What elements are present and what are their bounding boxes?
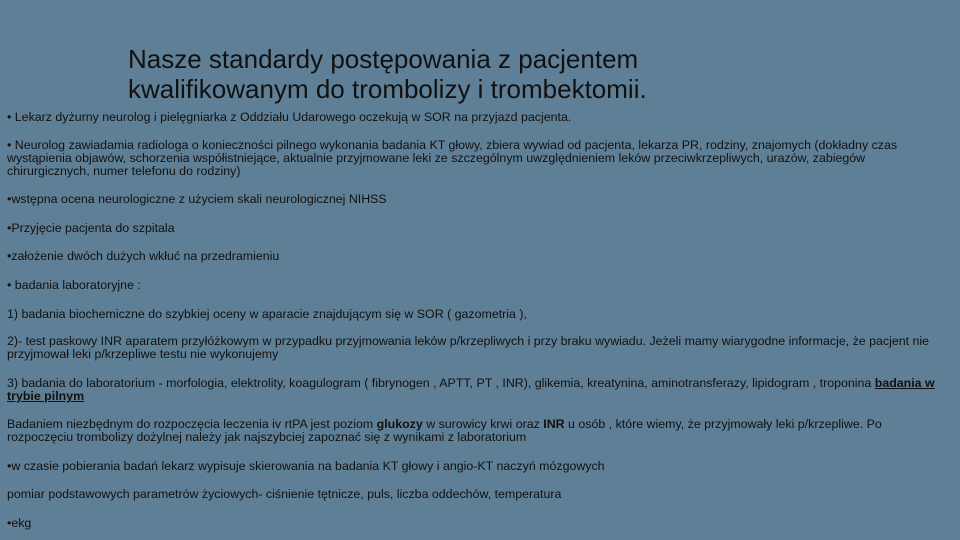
- paragraph-9: [7, 377, 947, 403]
- title-line-1: Nasze standardy postępowania z pacjentem: [128, 44, 639, 74]
- paragraph-3: •wstępna ocena neurologiczne z użyciem skali neurologicznej NIHSS: [7, 192, 387, 206]
- title-line-2: kwalifikowanym do trombolizy i trombektomii.: [128, 74, 647, 104]
- slide-title: [128, 44, 828, 104]
- paragraph-9-text: 3) badania do laboratorium - morfologia, elektrolity, koagulogram ( fibrynogen , APTT, PT , INR), glikemia, kreatynina, aminotransferazy, lipidogram , troponina: [7, 376, 875, 390]
- paragraph-10: [7, 418, 947, 444]
- paragraph-1: • Lekarz dyżurny neurolog i pielęgniarka z Oddziału Udarowego oczekują w SOR na przyjazd pacjenta.: [7, 110, 572, 124]
- paragraph-13: •ekg: [7, 516, 32, 530]
- paragraph-7: 1) badania biochemiczne do szybkiej oceny w aparacie znajdującym się w SOR ( gazometria ),: [7, 307, 527, 321]
- paragraph-9-emphasis: badania w trybie pilnym: [7, 376, 935, 403]
- paragraph-10-text-b: w surowicy krwi oraz: [422, 417, 544, 431]
- paragraph-6: • badania laboratoryjne :: [7, 278, 141, 292]
- paragraph-5: •założenie dwóch dużych wkłuć na przedramieniu: [7, 249, 280, 263]
- paragraph-11: •w czasie pobierania badań lekarz wypisuje skierowania na badania KT głowy i angio-KT naczyń mózgowych: [7, 459, 605, 473]
- paragraph-10-text-a: Badaniem niezbędnym do rozpoczęcia leczenia iv rtPA jest poziom: [7, 417, 377, 431]
- paragraph-2: • Neurolog zawiadamia radiologa o konieczności pilnego wykonania badania KT głowy, zbiera wywiad od pacjenta, lekarza PR, rodziny, znajomych (dokładny czas wystąpienia objawów, schorzenia współistniejące, aktualnie przyjmowane leki ze szczególnym uwzględnieniem leków przeciwkrzepliwych, urazów, zabiegów chirurgicznych, numer telefonu do rodziny): [7, 138, 898, 178]
- paragraph-10-inr: INR: [543, 417, 565, 431]
- paragraph-10-glukozy: glukozy: [376, 417, 423, 431]
- paragraph-12: pomiar podstawowych parametrów życiowych- ciśnienie tętnicze, puls, liczba oddechów, temperatura: [7, 487, 562, 501]
- paragraph-8: 2)- test paskowy INR aparatem przyłóżkowym w przypadku przyjmowania leków p/krzepliwych i przy braku wywiadu. Jeżeli mamy wiarygodne informacje, że pacjent nie przyjmował leki p/krzepliwe testu nie wykonujemy: [7, 334, 930, 361]
- paragraph-10-text-c: u osób , które wiemy, że przyjmowały leki p/krzepliwe. Po rozpoczęciu trombolizy dożylnej należy jak najszybciej zapoznać się z wynikami z laboratorium: [7, 417, 882, 444]
- paragraph-4: •Przyjęcie pacjenta do szpitala: [7, 221, 175, 235]
